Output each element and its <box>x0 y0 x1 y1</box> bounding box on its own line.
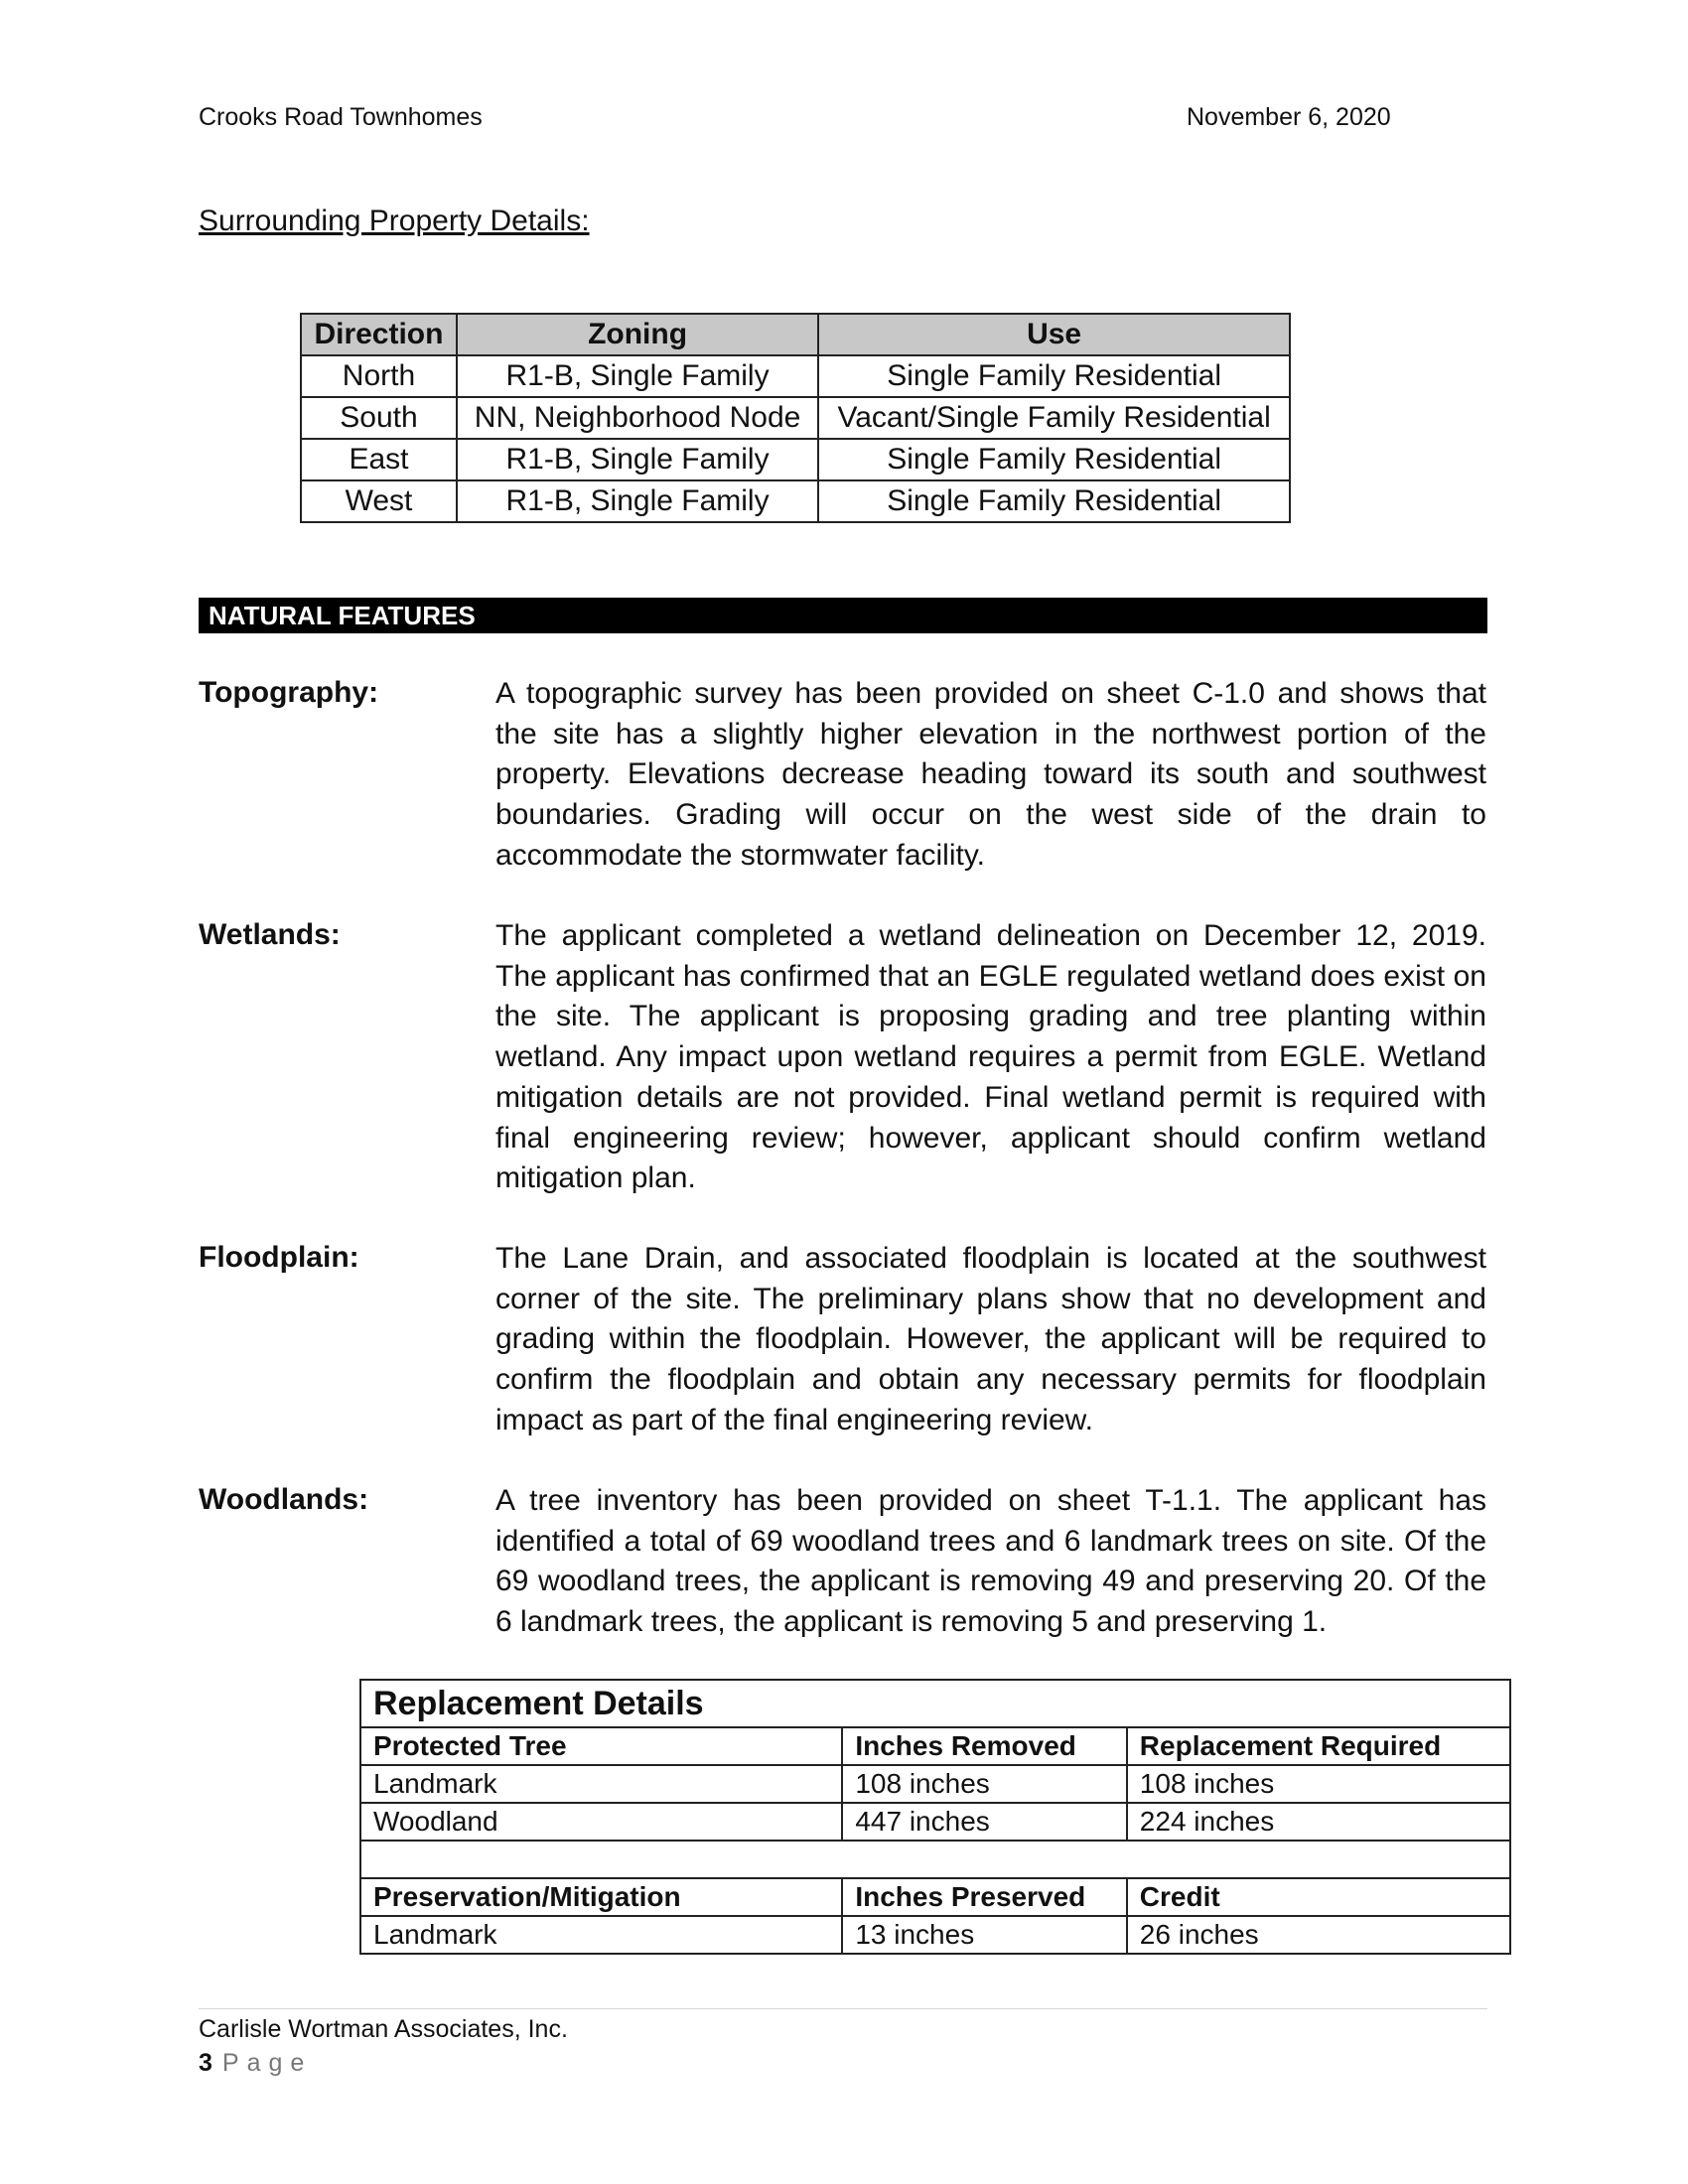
table-row <box>360 1765 1510 1803</box>
table-cell: Single Family Residential <box>818 480 1290 522</box>
column-header: Zoning <box>457 314 818 355</box>
natural-features-banner <box>199 598 1487 633</box>
footer-divider <box>199 2008 1487 2009</box>
column-header: Protected Tree <box>360 1727 842 1765</box>
table-row <box>360 1916 1510 1954</box>
table-header-row <box>301 314 1290 355</box>
table-cell: NN, Neighborhood Node <box>457 397 818 439</box>
table-cell: R1-B, Single Family <box>457 439 818 480</box>
table-row <box>301 480 1290 522</box>
table-row <box>301 355 1290 397</box>
woodlands-label: Woodlands: <box>199 1483 369 1516</box>
replacement-caption: Replacement Details <box>360 1680 1510 1727</box>
table-cell: Woodland <box>360 1803 842 1841</box>
table-cell: 108 inches <box>842 1765 1126 1803</box>
topography-label: Topography: <box>199 676 379 709</box>
header-date: November 6, 2020 <box>1187 103 1391 131</box>
column-header: Direction <box>301 314 457 355</box>
table-header-row <box>360 1878 1510 1916</box>
column-header: Use <box>818 314 1290 355</box>
table-cell: South <box>301 397 457 439</box>
table-cell: 224 inches <box>1127 1803 1510 1841</box>
page-number: 3 <box>199 2049 212 2077</box>
column-header: Credit <box>1127 1878 1510 1916</box>
table-row <box>301 397 1290 439</box>
header-project: Crooks Road Townhomes <box>199 103 483 131</box>
replacement-table <box>359 1679 1511 1955</box>
table-cell: Vacant/Single Family Residential <box>818 397 1290 439</box>
table-spacer-row <box>360 1841 1510 1878</box>
wetlands-text: The applicant completed a wetland delineation on December 12, 2019. The applicant has confirmed that an EGLE regulated wetland does exist on the site. The applicant is proposing grading and tree planting within wetland. Any impact upon wetland requires a permit from EGLE. Wetland mitigation details are not provided. Final wetland permit is required with final engineering review; however, applicant should confirm wetland mitigation plan. <box>495 919 1486 1195</box>
table-cell: 26 inches <box>1127 1916 1510 1954</box>
column-header: Inches Removed <box>842 1727 1126 1765</box>
woodlands-text: A tree inventory has been provided on sheet T-1.1. The applicant has identified a total of 69 woodland trees and 6 landmark trees on site. Of the 69 woodland trees, the applicant is removing 49 and preserving 20. Of the 6 landmark trees, the applicant is removing 5 and preserving 1. <box>495 1484 1486 1639</box>
page-word: Page <box>221 2049 313 2077</box>
banner-label: NATURAL FEATURES <box>209 601 476 630</box>
footer-organization: Carlisle Wortman Associates, Inc. <box>199 2015 568 2043</box>
table-cell: R1-B, Single Family <box>457 480 818 522</box>
table-cell: North <box>301 355 457 397</box>
floodplain-label: Floodplain: <box>199 1241 359 1274</box>
table-cell: 108 inches <box>1127 1765 1510 1803</box>
table-caption-row <box>360 1680 1510 1727</box>
spacer-cell <box>360 1841 1510 1878</box>
table-row <box>360 1803 1510 1841</box>
wetlands-label: Wetlands: <box>199 918 341 951</box>
surrounding-table <box>300 313 1291 523</box>
surrounding-title: Surrounding Property Details: <box>199 205 590 237</box>
table-cell: Single Family Residential <box>818 439 1290 480</box>
floodplain-text: The Lane Drain, and associated floodplain is located at the southwest corner of the site. The preliminary plans show that no development and grading within the floodplain. However, the applicant will be required to confirm the floodplain and obtain any necessary permits for floodplain impact as part of the final engineering review. <box>495 1242 1486 1436</box>
column-header: Replacement Required <box>1127 1727 1510 1765</box>
table-cell: Landmark <box>360 1916 842 1954</box>
column-header: Inches Preserved <box>842 1878 1126 1916</box>
table-header-row <box>360 1727 1510 1765</box>
topography-text: A topographic survey has been provided on sheet C-1.0 and shows that the site has a slightly higher elevation in the northwest portion of the property. Elevations decrease heading toward its south and southwest boundaries. Grading will occur on the west side of the drain to accommodate the stormwater facility. <box>495 677 1486 872</box>
table-cell: Landmark <box>360 1765 842 1803</box>
table-cell: East <box>301 439 457 480</box>
table-cell: Single Family Residential <box>818 355 1290 397</box>
table-cell: R1-B, Single Family <box>457 355 818 397</box>
table-cell: 447 inches <box>842 1803 1126 1841</box>
footer-page-number <box>199 2049 312 2078</box>
table-row <box>301 439 1290 480</box>
table-cell: West <box>301 480 457 522</box>
table-cell: 13 inches <box>842 1916 1126 1954</box>
column-header: Preservation/Mitigation <box>360 1878 842 1916</box>
